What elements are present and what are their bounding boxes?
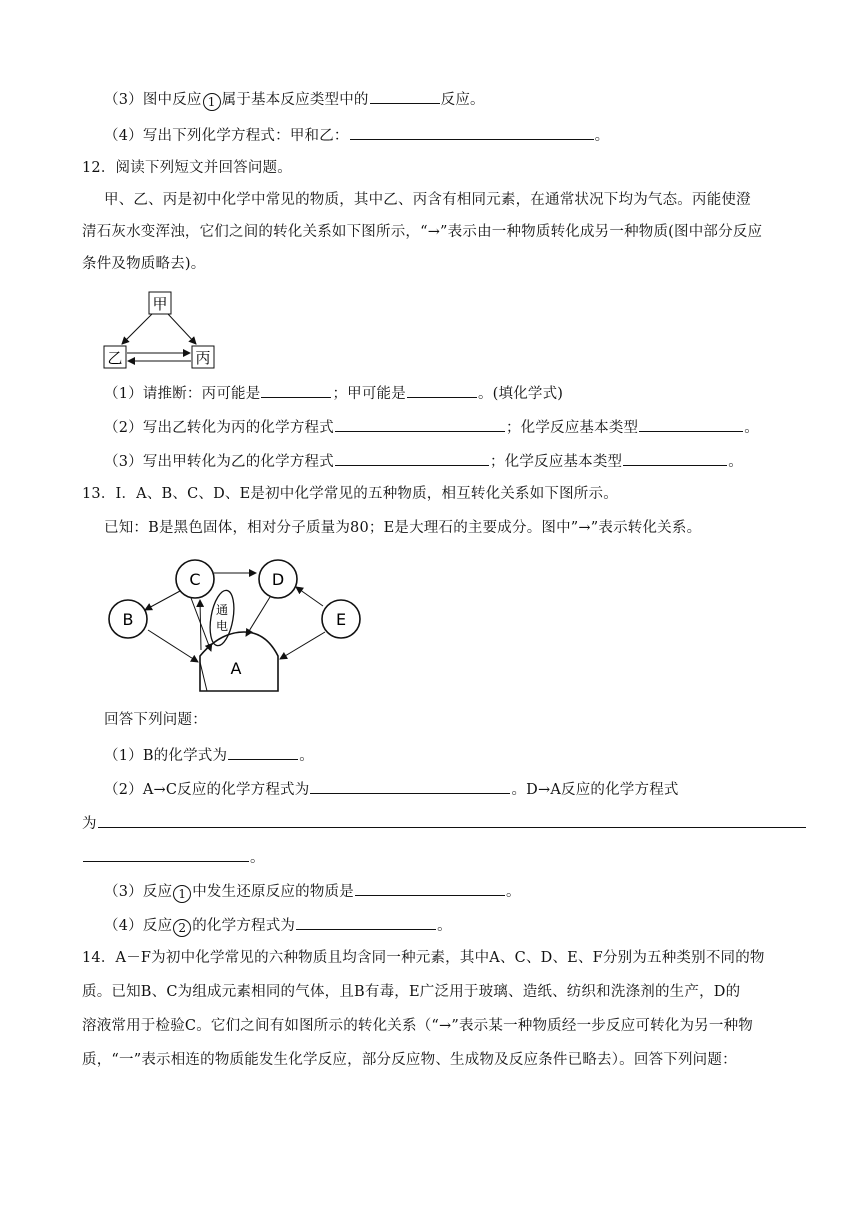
q14-line: 溶液常用于检验C。它们之间有如图所示的转化关系（“→”表示某一种物质经一步反应可转化为另一种物 [82, 1018, 753, 1034]
q12-title: 12．阅读下列短文并回答问题。 [82, 160, 292, 176]
q14-line: 14．A－F为初中化学常见的六种物质且均含同一种元素，其中A、C、D、E、F分别为五种类别不同的物 [82, 950, 765, 966]
answer-blank[interactable] [370, 88, 440, 104]
arrow-b-a [148, 630, 198, 662]
q12-item-3: （3）写出甲转化为乙的化学方程式 ；化学反应基本类型 。 [104, 450, 743, 472]
tick-line [200, 662, 207, 691]
q13-item-3: （3）反应 1 中发生还原反应的物质是 。 [104, 880, 521, 903]
answer-blank[interactable] [407, 382, 477, 398]
arrow-a-c [200, 600, 201, 650]
arrow-e-d [296, 587, 323, 606]
node-c: C [189, 570, 201, 589]
answer-blank[interactable] [296, 914, 436, 930]
q12-item-1: （1）请推断：丙可能是 ；甲可能是 。(填化学式) [104, 382, 563, 404]
q12-paragraph-line: 条件及物质略去)。 [82, 256, 206, 272]
label-bubble [206, 589, 237, 648]
electrolysis-label: 通电 [215, 603, 229, 633]
answer-blank[interactable] [639, 416, 743, 432]
arrow-jia-bing [168, 314, 196, 344]
q11-item-3: （3）图中反应 1 属于基本反应类型中的 反应。 [104, 88, 485, 111]
answer-blank[interactable] [335, 416, 505, 432]
node-b: B [122, 610, 134, 629]
q13-answer-prompt: 回答下列问题： [104, 712, 207, 728]
q13-item-4: （4）反应 2 的化学方程式为 。 [104, 914, 452, 937]
arrow-d-a [246, 597, 270, 636]
node-a: A [230, 659, 242, 678]
q12-item-2: （2）写出乙转化为丙的化学方程式 ；化学反应基本类型 。 [104, 416, 759, 438]
q13-item-2: （2）A→C反应的化学方程式为 。D→A反应的化学方程式 [104, 778, 679, 800]
circled-number: 2 [173, 919, 191, 937]
answer-blank[interactable] [335, 450, 489, 466]
node-e: E [335, 610, 347, 629]
circled-number: 1 [203, 93, 221, 111]
node-yi: 乙 [107, 349, 123, 367]
q12-diagram [100, 288, 220, 370]
circled-number: 1 [173, 885, 191, 903]
q13-diagram [100, 552, 370, 698]
node-jia: 甲 [152, 295, 168, 313]
q12-paragraph-line: 甲、乙、丙是初中化学中常见的物质，其中乙、丙含有相同元素，在通常状况下均为气态。丙能使澄 [104, 192, 751, 208]
node-bing: 丙 [195, 349, 211, 367]
q13-known: 已知：B是黑色固体，相对分子质量为80；E是大理石的主要成分。图中”→”表示转化关系。 [104, 520, 702, 536]
answer-blank[interactable] [623, 450, 727, 466]
answer-blank[interactable] [350, 124, 594, 140]
answer-blank[interactable] [261, 382, 331, 398]
arrow-jia-yi [122, 314, 152, 344]
q13-item-1: （1）B的化学式为 。 [104, 744, 314, 766]
answer-blank[interactable] [310, 778, 510, 794]
answer-blank[interactable] [98, 812, 806, 828]
q12-paragraph-line: 清石灰水变浑浊，它们之间的转化关系如下图所示，“→”表示由一种物质转化成另一种物质(图中部分反应 [82, 224, 763, 240]
q11-item-4: （4）写出下列化学方程式：甲和乙： 。 [104, 124, 609, 146]
q13-item-2-cont: 为 [82, 812, 807, 834]
q14-line: 质。已知B、C为组成元素相同的气体，且B有毒，E广泛用于玻璃、造纸、纺织和洗涤剂的生产，D的 [82, 984, 741, 1000]
q14-line: 质，“一”表示相连的物质能发生化学反应，部分反应物、生成物及反应条件已略去）。回答下列问题： [82, 1052, 737, 1068]
arrow-c-b [145, 591, 180, 610]
node-d: D [271, 570, 285, 589]
arrow-e-a [280, 632, 325, 659]
q13-title: 13．I．A、B、C、D、E是初中化学常见的五种物质，相互转化关系如下图所示。 [82, 486, 618, 502]
answer-blank[interactable] [83, 846, 249, 862]
answer-blank[interactable] [355, 880, 505, 896]
answer-blank[interactable] [228, 744, 298, 760]
q13-item-2-cont2: 。 [82, 846, 265, 868]
